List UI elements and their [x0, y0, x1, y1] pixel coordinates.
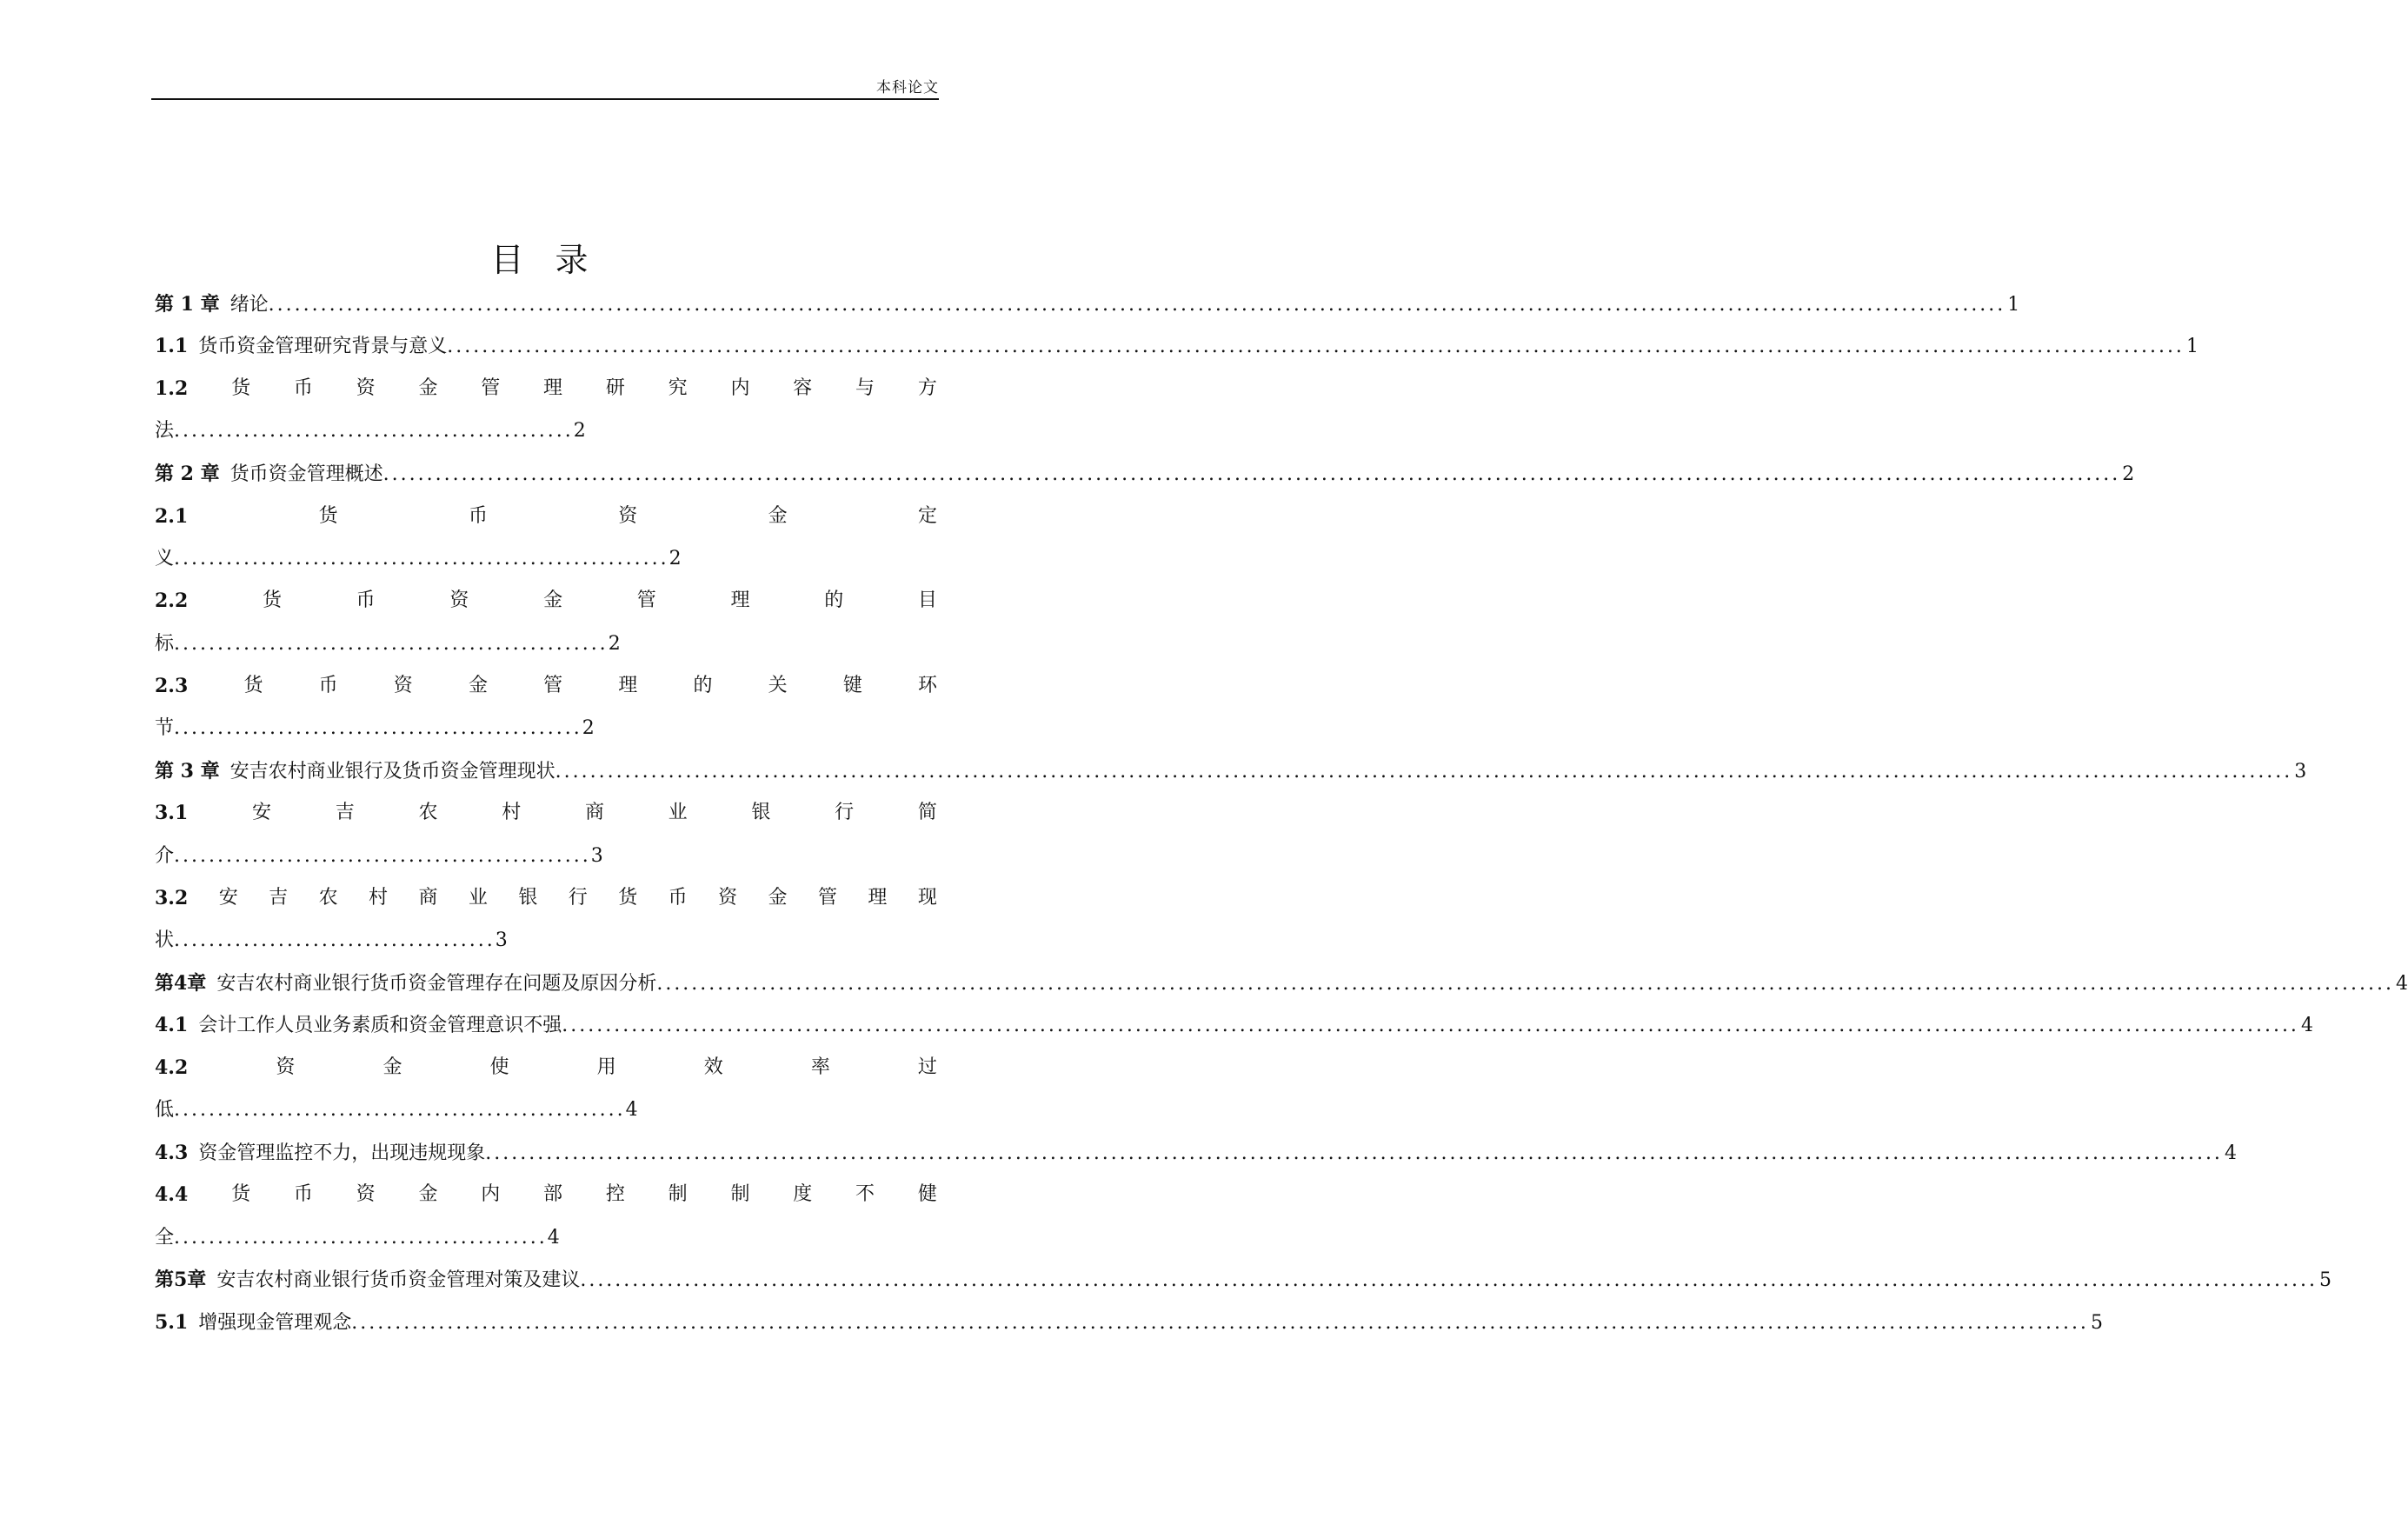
toc-entry-continuation[interactable] [155, 546, 937, 572]
toc-entry-label [155, 758, 555, 785]
toc-entry-char: 货 [243, 675, 263, 696]
toc-entry-char: 率 [810, 1056, 830, 1078]
dot-leader: ............................................... [174, 717, 582, 739]
toc-entry-continuation[interactable] [155, 631, 937, 657]
toc-entry[interactable] [155, 1309, 2103, 1335]
toc-entry-label [155, 1267, 580, 1294]
toc-entry-page: 4 [2224, 1142, 2237, 1164]
toc-entry-text: 安吉农村商业银行货币资金管理存在问题及原因分析 [216, 973, 657, 995]
toc-entry-char: 管 [481, 377, 501, 399]
toc-entry-number: 5.1 [155, 1311, 189, 1334]
toc-entry-char: 全 [155, 1227, 175, 1249]
toc-entry-text: 安吉农村商业银行货币资金管理对策及建议 [216, 1269, 581, 1291]
toc-entry-char: 理 [543, 377, 563, 399]
toc-entry-char: 介 [155, 845, 175, 867]
toc-entry-char: 理 [618, 675, 638, 696]
toc-entry-char: 法 [155, 420, 175, 442]
toc-entry-page: 1 [2007, 294, 2020, 316]
toc-entry-char: 货 [618, 887, 638, 909]
toc-entry-number: 第4章 [155, 972, 207, 995]
dot-leader: .................................................... [174, 1099, 626, 1121]
toc-entry-char: 金 [543, 589, 563, 611]
toc-entry-char: 部 [543, 1183, 563, 1205]
toc-entry-char: 资 [718, 887, 738, 909]
toc-entry-char: 现 [917, 887, 937, 909]
toc-entry-page: 2 [669, 548, 682, 569]
toc-entry[interactable] [155, 970, 2408, 996]
toc-entry-label [155, 333, 447, 360]
toc-entry-label [155, 461, 383, 488]
toc-entry-char: 使 [489, 1056, 509, 1078]
toc-entry-text: 绪论 [229, 294, 269, 316]
toc-entry-char: 村 [369, 887, 389, 909]
dot-leader: .............................................. [174, 420, 574, 442]
toc-entry-char: 行 [568, 887, 588, 909]
toc-entry-char: 度 [793, 1183, 813, 1205]
toc-entry-char: 控 [605, 1183, 625, 1205]
dot-leader: ........................................................................................................................................................................................................ [351, 1312, 2089, 1334]
toc-entry-page: 4 [547, 1227, 560, 1249]
toc-entry-char: 与 [855, 377, 875, 399]
toc-entry[interactable] [155, 885, 937, 911]
toc-entry-number: 4.3 [155, 1142, 189, 1164]
toc-entry-char: 业 [668, 802, 688, 823]
toc-entry-char: 币 [356, 589, 376, 611]
toc-entry-number: 3.2 [155, 887, 189, 909]
toc-entry-char: 关 [768, 675, 788, 696]
toc-entry-number: 2.3 [155, 675, 189, 697]
toc-entry-char: 币 [293, 1183, 313, 1205]
toc-entry-page: 3 [2294, 761, 2307, 782]
toc-entry-char: 义 [155, 548, 175, 569]
toc-entry-label [155, 1140, 485, 1167]
toc-entry-char: 货 [318, 505, 338, 527]
toc-entry-page: 3 [495, 929, 508, 951]
dot-leader: ........................................................................................................................................................................................................ [382, 463, 2121, 485]
toc-entry-number: 4.2 [155, 1056, 189, 1079]
toc-entry-char: 研 [605, 377, 625, 399]
toc-entry-page: 2 [573, 420, 586, 442]
toc-entry-char: 农 [318, 887, 338, 909]
toc-entry-char: 制 [730, 1183, 750, 1205]
toc-entry-char: 标 [155, 633, 175, 655]
toc-entry[interactable] [155, 1182, 937, 1208]
toc-entry-char: 的 [693, 675, 713, 696]
toc-entry-char: 简 [917, 802, 937, 823]
toc-entry-number: 4.1 [155, 1014, 189, 1036]
toc-entry-char: 健 [917, 1183, 937, 1205]
toc-entry-char: 吉 [335, 802, 355, 823]
toc-entry-char: 货 [231, 1183, 251, 1205]
toc-entry-char: 货 [262, 589, 282, 611]
toc-entry[interactable] [155, 588, 937, 614]
toc-entry-char: 方 [917, 377, 937, 399]
toc-entry-char: 资 [356, 377, 376, 399]
toc-entry-char: 商 [584, 802, 604, 823]
toc-entry[interactable] [155, 333, 2198, 359]
toc-entry-char: 环 [917, 675, 937, 696]
dot-leader: ........................................................................................................................................................................................................ [447, 336, 2185, 357]
toc-entry-char: 商 [418, 887, 438, 909]
toc-entry-char: 资 [618, 505, 638, 527]
toc-entry-char: 管 [817, 887, 837, 909]
toc-entry-char: 币 [668, 887, 688, 909]
toc-entry-char: 内 [481, 1183, 501, 1205]
toc-entry-char: 吉 [269, 887, 289, 909]
dot-leader: ........................................................................................................................................................................................................ [485, 1142, 2223, 1164]
toc-entry-char: 村 [502, 802, 522, 823]
header-rule [151, 98, 939, 100]
toc-entry-page: 3 [590, 845, 603, 867]
toc-entry-char: 安 [252, 802, 272, 823]
toc-entry-char: 低 [155, 1099, 175, 1121]
toc-entry-char: 键 [842, 675, 862, 696]
toc-entry-number: 1.1 [155, 335, 189, 357]
toc-entry-text: 会计工作人员业务素质和资金管理意识不强 [198, 1015, 562, 1036]
dot-leader: ..................................... [174, 929, 496, 951]
toc-entry-number: 第 1 章 [155, 293, 220, 316]
toc-entry-char: 制 [668, 1183, 688, 1205]
toc-entry-continuation[interactable] [155, 1097, 937, 1123]
toc-entry-char: 理 [730, 589, 750, 611]
toc-entry[interactable] [155, 1267, 2332, 1293]
toc-entry-char: 金 [382, 1056, 402, 1078]
toc-entry-text: 资金管理监控不力，出现违规现象 [198, 1142, 486, 1164]
toc-entry-char: 究 [668, 377, 688, 399]
toc-entry-char: 货 [231, 377, 251, 399]
toc-entry-char: 金 [768, 505, 788, 527]
toc-entry-label [155, 1012, 562, 1039]
toc-entry-page: 5 [2318, 1269, 2332, 1291]
dot-leader: ........................................................................................................................................................................................................ [268, 294, 2006, 316]
dot-leader: ........................................................................................................................................................................................................ [656, 973, 2394, 995]
toc-entry-char: 管 [543, 675, 563, 696]
dot-leader: ........................................... [174, 1227, 548, 1249]
toc-entry-number: 4.4 [155, 1183, 189, 1206]
toc-entry-label [155, 970, 656, 997]
toc-entry-char: 金 [418, 1183, 438, 1205]
toc-entry-char: 农 [418, 802, 438, 823]
dot-leader: ................................................ [174, 845, 591, 867]
toc-entry[interactable] [155, 503, 937, 529]
toc-entry-char: 管 [636, 589, 656, 611]
toc-entry-char: 定 [917, 505, 937, 527]
toc-entry[interactable] [155, 1140, 2237, 1166]
dot-leader: ........................................................................................................................................................................................................ [580, 1269, 2318, 1291]
toc-entry-char: 资 [393, 675, 413, 696]
toc-entry-number: 2.1 [155, 505, 189, 528]
toc-entry-page: 1 [2185, 336, 2198, 357]
toc-entry-number: 第 2 章 [155, 463, 220, 485]
toc-entry[interactable] [155, 758, 2307, 784]
toc-entry-label [155, 1309, 351, 1336]
toc-title: 目录 [490, 241, 620, 279]
toc-entry[interactable] [155, 461, 2135, 487]
toc-entry-label [155, 291, 269, 318]
toc-entry-continuation[interactable] [155, 418, 937, 444]
toc-entry-char: 资 [449, 589, 469, 611]
toc-entry-page: 4 [2395, 973, 2408, 995]
toc-entry-char: 银 [751, 802, 771, 823]
toc-entry-char: 业 [468, 887, 488, 909]
toc-entry[interactable] [155, 291, 2020, 317]
toc-entry-continuation[interactable] [155, 716, 937, 742]
toc-entry-char: 行 [835, 802, 855, 823]
toc-entry-char: 理 [868, 887, 888, 909]
toc-entry-char: 的 [824, 589, 844, 611]
toc-entry-number: 第5章 [155, 1269, 207, 1291]
toc-entry-char: 资 [356, 1183, 376, 1205]
toc-entry-char: 金 [418, 377, 438, 399]
toc-entry-page: 4 [2300, 1015, 2313, 1036]
toc-entry-char: 内 [730, 377, 750, 399]
toc-entry-text: 安吉农村商业银行及货币资金管理现状 [229, 761, 555, 782]
toc-entry[interactable] [155, 376, 937, 402]
toc-entry-continuation[interactable] [155, 1225, 937, 1251]
toc-entry-char: 金 [768, 887, 788, 909]
dot-leader: ......................................................... [174, 548, 669, 569]
toc-entry-char: 银 [518, 887, 538, 909]
toc-entry[interactable] [155, 800, 937, 826]
toc-entry-char: 过 [917, 1056, 937, 1078]
toc-entry-char: 资 [276, 1056, 296, 1078]
toc-entry-char: 容 [793, 377, 813, 399]
toc-entry-char: 用 [596, 1056, 616, 1078]
toc-entry-continuation[interactable] [155, 928, 937, 954]
toc-entry-char: 目 [917, 589, 937, 611]
toc-entry-continuation[interactable] [155, 843, 937, 869]
toc-entry-text: 货币资金管理概述 [229, 463, 383, 485]
toc-entry-char: 不 [855, 1183, 875, 1205]
toc-entry-page: 5 [2090, 1312, 2103, 1334]
toc-entry-char: 安 [218, 887, 238, 909]
toc-entry-char: 节 [155, 717, 175, 739]
toc-entry-char: 币 [318, 675, 338, 696]
toc-entry-char: 状 [155, 929, 175, 951]
dot-leader: ........................................................................................................................................................................................................ [562, 1015, 2299, 1036]
toc-entry-text: 货币资金管理研究背景与意义 [198, 336, 448, 357]
toc-entry[interactable] [155, 1055, 937, 1081]
toc-entry[interactable] [155, 1012, 2313, 1038]
header-label: 本科论文 [876, 79, 939, 97]
toc-entry-number: 3.1 [155, 802, 189, 824]
toc-entry-page: 2 [608, 633, 621, 655]
toc-entry-char: 币 [293, 377, 313, 399]
toc-entry-page: 4 [625, 1099, 638, 1121]
toc-entry-text: 增强现金管理观念 [198, 1312, 352, 1334]
toc-entry-char: 币 [468, 505, 488, 527]
toc-entry-number: 第 3 章 [155, 760, 220, 782]
toc-entry-number: 2.2 [155, 589, 189, 612]
dot-leader: ........................................................................................................................................................................................................ [555, 761, 2293, 782]
toc-entry-char: 金 [468, 675, 488, 696]
dot-leader: .................................................. [174, 633, 609, 655]
toc-entry-number: 1.2 [155, 377, 189, 400]
toc-entry-char: 效 [703, 1056, 723, 1078]
toc-entry-page: 2 [2122, 463, 2135, 485]
toc-entry[interactable] [155, 673, 937, 699]
toc-entry-page: 2 [582, 717, 595, 739]
